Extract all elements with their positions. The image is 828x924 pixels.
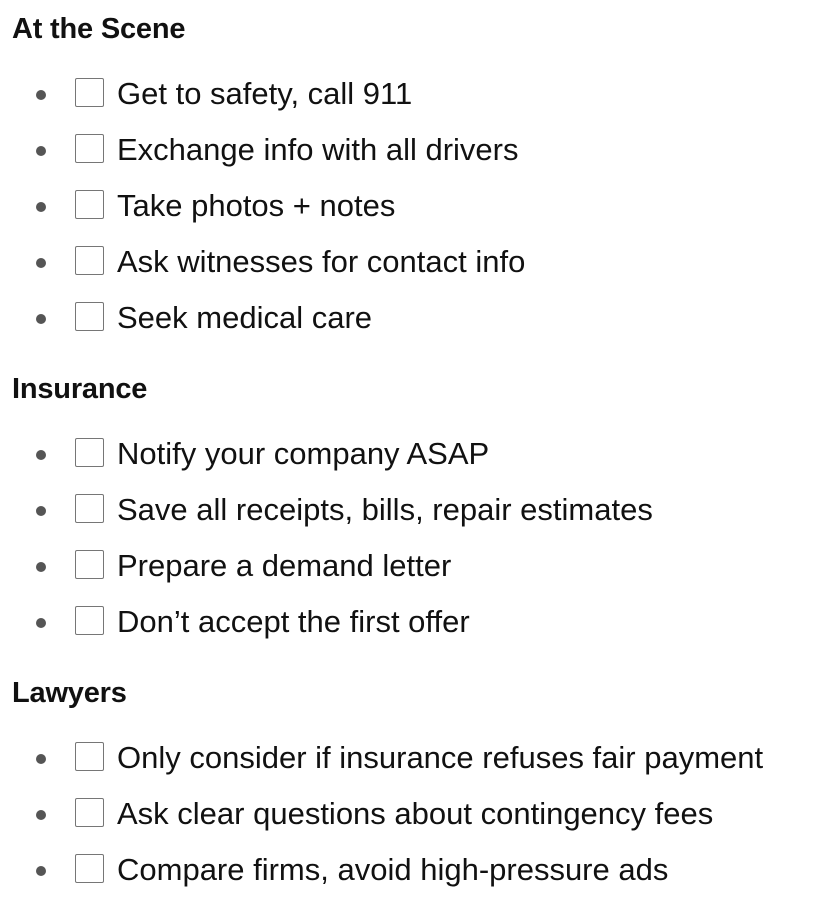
task-label: Save all receipts, bills, repair estimates — [117, 492, 653, 527]
task-checkbox[interactable] — [75, 438, 104, 467]
task-label: Only consider if insurance refuses fair payment — [117, 740, 764, 775]
bullet-icon — [36, 146, 46, 156]
bullet-icon — [36, 202, 46, 212]
task-label: Seek medical care — [117, 300, 373, 335]
list-item — [0, 852, 828, 888]
task-checkbox[interactable] — [75, 742, 104, 771]
task-checkbox[interactable] — [75, 798, 104, 827]
bullet-icon — [36, 450, 46, 460]
task-label: Don’t accept the first offer — [117, 604, 470, 639]
task-checkbox[interactable] — [75, 246, 104, 275]
task-label: Take photos + notes — [117, 188, 396, 223]
task-label: Notify your company ASAP — [117, 436, 490, 471]
bullet-icon — [36, 866, 46, 876]
task-label: Get to safety, call 911 — [117, 76, 413, 111]
task-checkbox[interactable] — [75, 854, 104, 883]
list-item — [0, 740, 828, 776]
task-label: Prepare a demand letter — [117, 548, 452, 583]
bullet-icon — [36, 314, 46, 324]
bullet-icon — [36, 810, 46, 820]
task-label: Exchange info with all drivers — [117, 132, 519, 167]
task-checkbox[interactable] — [75, 78, 104, 107]
task-label: Ask witnesses for contact info — [117, 244, 526, 279]
list-item — [0, 132, 828, 168]
task-checkbox[interactable] — [75, 302, 104, 331]
list-item — [0, 188, 828, 224]
list-item — [0, 796, 828, 832]
task-checkbox[interactable] — [75, 606, 104, 635]
task-checkbox[interactable] — [75, 550, 104, 579]
task-checkbox[interactable] — [75, 134, 104, 163]
bullet-icon — [36, 618, 46, 628]
section-title: Insurance — [12, 373, 148, 405]
list-item — [0, 300, 828, 336]
section-title: Lawyers — [12, 677, 127, 709]
list-item — [0, 76, 828, 112]
bullet-icon — [36, 506, 46, 516]
section-title: At the Scene — [12, 13, 186, 45]
list-item — [0, 492, 828, 528]
list-item — [0, 604, 828, 640]
task-checkbox[interactable] — [75, 494, 104, 523]
bullet-icon — [36, 258, 46, 268]
bullet-icon — [36, 90, 46, 100]
bullet-icon — [36, 562, 46, 572]
task-label: Compare firms, avoid high-pressure ads — [117, 852, 669, 887]
bullet-icon — [36, 754, 46, 764]
list-item — [0, 548, 828, 584]
task-checkbox[interactable] — [75, 190, 104, 219]
task-label: Ask clear questions about contingency fees — [117, 796, 714, 831]
list-item — [0, 436, 828, 472]
list-item — [0, 244, 828, 280]
